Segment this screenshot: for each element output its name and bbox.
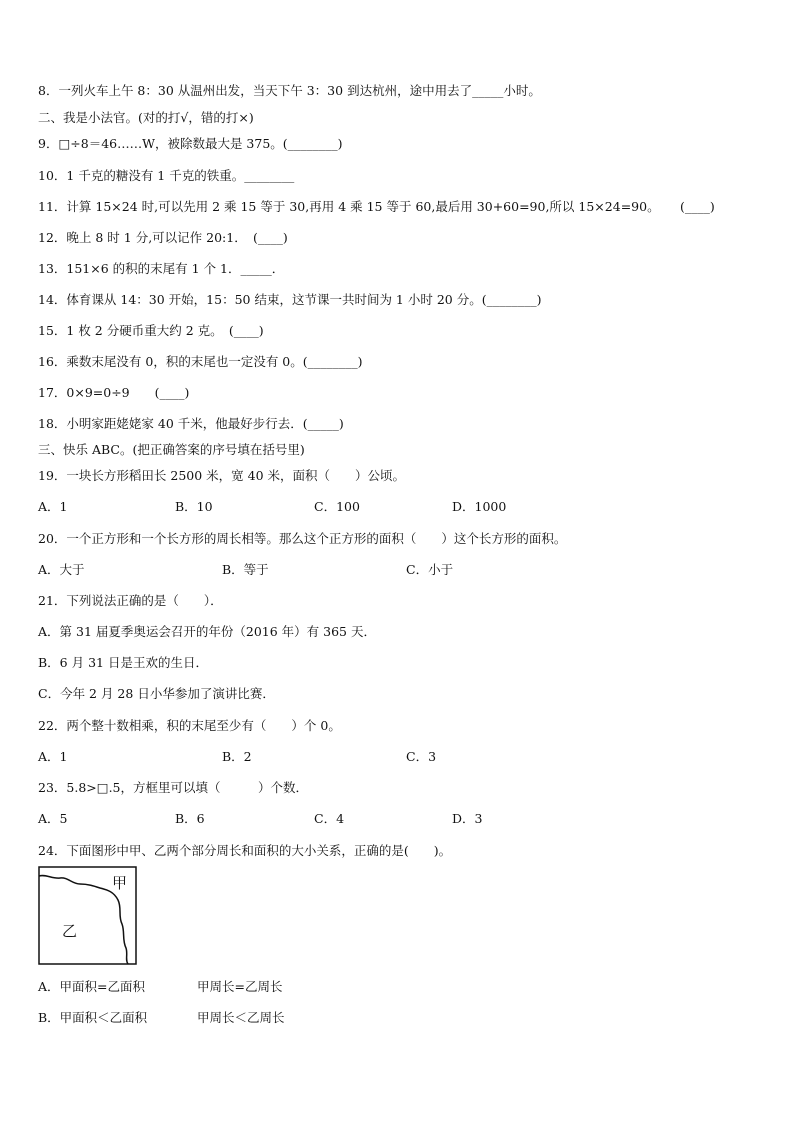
question-10: 10．1 千克的糖没有 1 千克的铁重。________: [38, 168, 295, 183]
q24-option-a-perimeter: 甲周长=乙周长: [197, 979, 283, 994]
q24-option-b-perimeter: 甲周长＜乙周长: [197, 1010, 285, 1025]
q23-option-c: C．4: [314, 811, 345, 826]
question-19: 19．一块长方形稻田长 2500 米，宽 40 米，面积（ ）公顷。: [38, 468, 406, 483]
section-3-heading: 三、快乐 ABC。(把正确答案的序号填在括号里): [38, 442, 305, 457]
q23-option-a: A．5: [38, 811, 68, 826]
q20-option-a: A．大于: [38, 562, 85, 577]
question-22: 22．两个整十数相乘，积的末尾至少有（ ）个 0。: [38, 718, 341, 733]
question-8: 8．一列火车上午 8：30 从温州出发，当天下午 3：30 到达杭州，途中用去了_____小时。: [38, 83, 541, 98]
q23-option-b: B．6: [175, 811, 205, 826]
question-18: 18．小明家距姥姥家 40 千米，他最好步行去．(_____): [38, 416, 344, 431]
q24-option-b-area: B．甲面积＜乙面积: [38, 1010, 148, 1025]
q20-option-b: B．等于: [222, 562, 269, 577]
q21-option-c: C．今年 2 月 28 日小华参加了演讲比赛．: [38, 686, 275, 701]
question-24: 24．下面图形中甲、乙两个部分周长和面积的大小关系，正确的是( )。: [38, 843, 452, 858]
question-17: 17．0×9=0÷9 (____): [38, 385, 190, 400]
question-20: 20．一个正方形和一个长方形的周长相等。那么这个正方形的面积（ ）这个长方形的面积。: [38, 531, 567, 546]
q23-option-d: D．3: [452, 811, 483, 826]
label-yi: 乙: [62, 922, 78, 940]
q19-option-b: B．10: [175, 499, 213, 514]
question-15: 15．1 枚 2 分硬币重大约 2 克。 (____): [38, 323, 264, 338]
q19-option-a: A．1: [38, 499, 68, 514]
section-2-heading: 二、我是小法官。(对的打√，错的打×): [38, 110, 254, 125]
q22-option-a: A．1: [38, 749, 68, 764]
question-23: 23．5.8>□.5，方框里可以填（ ）个数．: [38, 780, 308, 795]
q20-option-c: C．小于: [406, 562, 454, 577]
q19-option-c: C．100: [314, 499, 360, 514]
question-11-answer-blank: (____): [680, 199, 715, 214]
question-9: 9．□÷8＝46……W，被除数最大是 375。(________): [38, 136, 343, 151]
q22-option-c: C．3: [406, 749, 437, 764]
q24-figure: [38, 866, 138, 966]
question-14: 14．体育课从 14：30 开始，15：50 结束，这节课一共时间为 1 小时 20 分。(________): [38, 292, 542, 307]
q24-option-a-area: A．甲面积=乙面积: [38, 979, 146, 994]
question-16: 16．乘数末尾没有 0，积的末尾也一定没有 0。(________): [38, 354, 363, 369]
question-12: 12．晚上 8 时 1 分,可以记作 20:1． (____): [38, 230, 288, 245]
q22-option-b: B．2: [222, 749, 252, 764]
question-21: 21．下列说法正确的是（ ）．: [38, 593, 223, 608]
question-13: 13．151×6 的积的末尾有 1 个 1．_____．: [38, 261, 285, 276]
q21-option-a: A．第 31 届夏季奥运会召开的年份（2016 年）有 365 天．: [38, 624, 376, 639]
q21-option-b: B．6 月 31 日是王欢的生日．: [38, 655, 208, 670]
label-jia: 甲: [112, 874, 128, 892]
question-11: 11．计算 15×24 时,可以先用 2 乘 15 等于 30,再用 4 乘 15 等于 60,最后用 30+60=90,所以 15×24=90。: [38, 199, 660, 214]
q19-option-d: D．1000: [452, 499, 507, 514]
